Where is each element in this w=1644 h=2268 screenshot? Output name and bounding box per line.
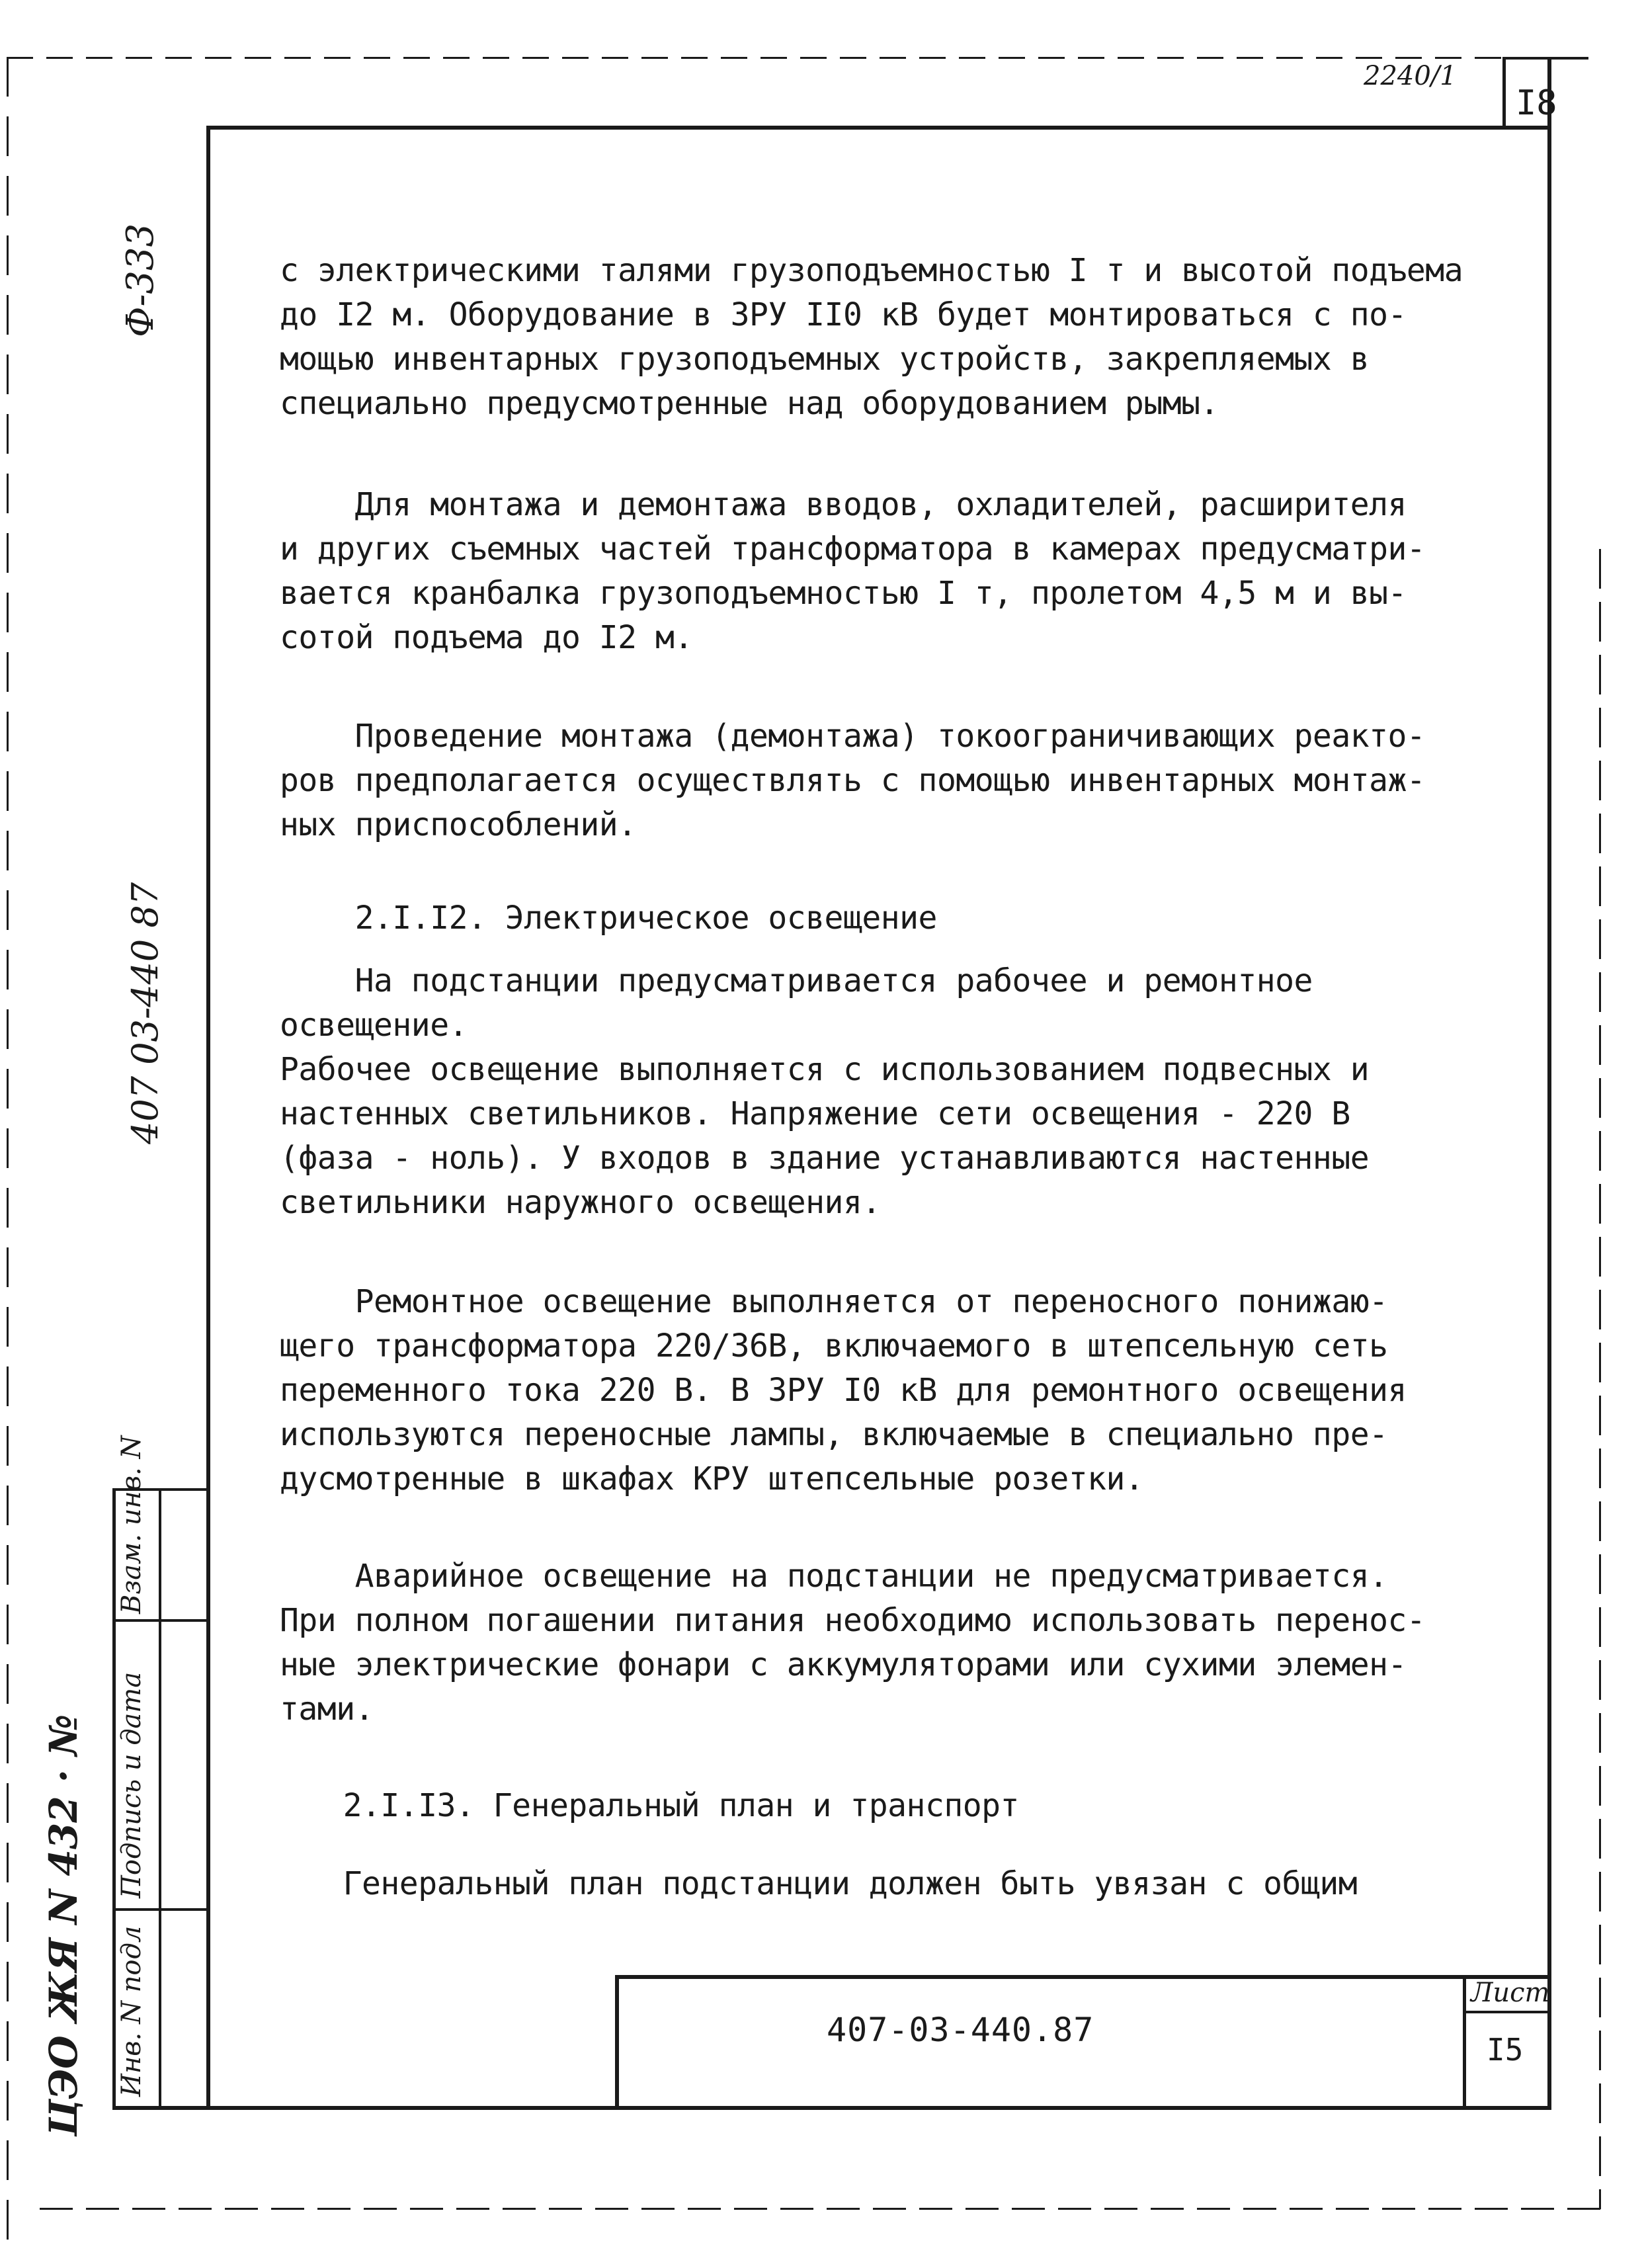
text-line: сотой подъема до I2 м. [280,619,693,656]
handwritten-archive-number: 2240/1 [1364,61,1457,91]
frame-left [206,126,210,2110]
text-line: Рабочее освещение выполняется с использованием подвесных и [280,1051,1370,1088]
text-line: Для монтажа и демонтажа вводов, охладителей, расширителя [280,486,1407,523]
left-outer-edge [7,57,9,2240]
text-line: специально предусмотренные над оборудованием рымы. [280,385,1219,422]
frame-top [208,126,1551,130]
text-line: тами. [280,1691,374,1728]
strip-label-inv-number: Инв. N подл [116,1925,147,2097]
text-line: переменного тока 220 В. В ЗРУ I0 кВ для ремонтного освещения [280,1372,1407,1409]
text-line: до I2 м. Оборудование в ЗРУ II0 кВ будет монтироваться с по- [280,296,1407,333]
strip-div-2 [112,1908,208,1911]
section-heading-lighting: 2.I.I2. Электрическое освещение [280,900,937,937]
text-line: дусмотренные в шкафах КРУ штепсельные розетки. [280,1460,1144,1497]
text-line: вается кранбалка грузоподъемностью I т, пролетом 4,5 м и вы- [280,575,1407,612]
text-line: освещение. [280,1007,468,1044]
text-line: используются переносные лампы, включаемые в специально пре- [280,1416,1388,1453]
project-code-vertical: 407 03-440 87 [124,882,166,1144]
text-line: На подстанции предусматривается рабочее и ремонтное [280,962,1313,999]
text-line: Проведение монтажа (демонтажа) токоограничивающих реакто- [280,718,1426,755]
text-line: Генеральный план подстанции должен быть увязан с общим [268,1865,1358,1902]
text-line: (фаза - ноль). У входов в здание устанавливаются настенные [280,1140,1370,1177]
text-line: Аварийное освещение на подстанции не предусматривается. [280,1558,1388,1595]
title-block-top [615,1975,1551,1979]
frame-bottom [112,2106,1551,2110]
sheet-number: I5 [1487,2032,1524,2068]
title-block-left [615,1975,619,2110]
text-line: светильники наружного освещения. [280,1184,881,1221]
frame-right [1547,57,1551,2110]
sheet-box-left [1502,57,1506,130]
text-line: Ремонтное освещение выполняется от переносного понижаю- [280,1283,1388,1320]
text-line: При полном погашении питания необходимо использовать перенос- [280,1602,1426,1639]
form-code: Ф-333 [119,223,162,337]
top-dashed-edge [7,57,1501,59]
text-line: ные электрические фонари с аккумуляторами или сухими элемен- [280,1646,1407,1683]
text-line: ров предполагается осуществлять с помощью инвентарных монтаж- [280,762,1426,799]
strip-div-1 [112,1619,208,1622]
strip-label-signature-date: Подпись и дата [116,1671,147,1898]
section-heading-masterplan: 2.I.I3. Генеральный план и транспорт [268,1787,1019,1824]
sheet-cell-divider [1463,2011,1551,2013]
sheet-box-top [1502,57,1588,60]
strip-label-replacement-inv: Взам. инв. N [116,1435,147,1614]
text-line: настенных светильников. Напряжение сети освещения - 220 В [280,1095,1350,1132]
text-line: мощью инвентарных грузоподъемных устройств, закрепляемых в [280,341,1370,378]
bottom-outer-edge [40,2208,1600,2210]
right-outer-edge [1599,549,1601,2209]
text-line: ных приспособлений. [280,806,637,843]
strip-mid [159,1488,161,2110]
text-line: щего трансформатора 220/36В, включаемого в штепсельную сеть [280,1327,1388,1365]
sheet-number-top: I8 [1516,83,1557,123]
sheet-label: Лист [1471,1978,1550,2008]
sheet-cell-left [1463,1975,1466,2110]
document-code: 407-03-440.87 [827,2011,1094,2049]
stamp-inventory-vertical: ЦЭО ЖЯ N 432 · № [41,1714,86,2136]
text-line: с электрическими талями грузоподъемностью I т и высотой подъема [280,252,1463,289]
text-line: и других съемных частей трансформатора в камерах предусматри- [280,530,1426,567]
strip-left [112,1488,116,2110]
